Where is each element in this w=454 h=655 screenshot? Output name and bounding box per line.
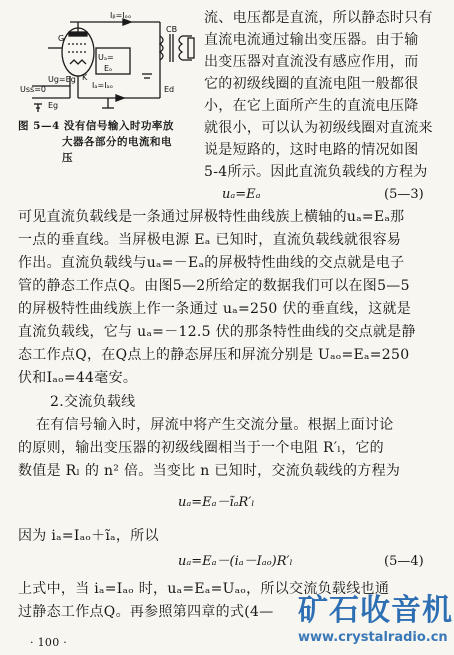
label-eg: Eg [48, 101, 59, 110]
label-ib: Iᵦ=Iₒₒ [110, 11, 132, 20]
label-ugk: Ug=Eg [48, 75, 76, 84]
text-line: 说是短路的，这时电路的情况如图 [204, 142, 419, 158]
equation-ac-load: uₐ=Eₐ－ĩₐR′ₗ [178, 495, 255, 510]
load-resistor [188, 38, 194, 58]
page-number: · 100 · [30, 636, 68, 649]
equation-number: (5—4) [384, 554, 424, 569]
text-line: 因为 iₐ=Iₐₒ＋ĩₐ，所以 [18, 528, 159, 544]
equation-number: (5—3) [384, 187, 424, 202]
text-line: 一点的垂直线。当屏极电源 Eₐ 已知时，直流负载线就很容易 [18, 232, 402, 248]
text-line: 管的静态工作点Q。由图5—2所给定的数据我们可以在图5—5 [18, 278, 410, 294]
text-line: 小，在它上面所产生的直流电压降 [204, 98, 419, 114]
text-line: 直流电流通过输出变压器。由于输 [204, 32, 419, 48]
label-k: K [82, 73, 88, 82]
text-line: 态工作点Q，在Q点上的静态屏压和屏流分别是 Uₐₒ=Eₐ=250 [18, 347, 410, 363]
text-line: 的屏极特性曲线族上作一条通过 uₐ=250 伏的垂直线，这就是 [18, 301, 412, 317]
text-line: 数值是 Rₗ 的 n² 倍。当变比 n 已知时，交流负载线的方程为 [18, 463, 401, 479]
equation-5-3: uₐ=Eₐ [222, 187, 261, 202]
label-g: G [58, 34, 65, 43]
section-heading: 2.交流负载线 [50, 394, 136, 410]
figure-caption-line-3: 压 [62, 152, 73, 164]
watermark-title: 矿石收音机 [298, 593, 453, 628]
text-line: 出变压器对直流没有感应作用，而 [204, 54, 419, 70]
label-eo: Eₒ [104, 64, 113, 73]
text-line: 在有信号输入时，屏流中将产生交流分量。根据上面讨论 [36, 417, 394, 433]
label-uc: Uₐ= [98, 53, 114, 62]
text-line: 它的初级线圈的直流电阻一般都很 [204, 76, 419, 92]
figure-caption-line-2: 大器各部分的电流和电 [62, 136, 172, 148]
text-line: 的原则，输出变压器的初级线圈相当于一个电阻 R′ₗ，它的 [18, 440, 384, 456]
text-line: 5-4所示。因此直流负载线的方程为 [204, 164, 428, 180]
text-line: 上式中，当 iₐ=Iₐₒ 时，uₐ=Eₐ=Uₐₒ，所以交流负载线也通 [18, 581, 390, 597]
text-line: 伏和Iₐₒ=44毫安。 [18, 370, 138, 386]
watermark-url: www.crystalradio.cn [298, 630, 448, 645]
equation-5-4: uₐ=Eₐ－(iₐ－Iₐₒ)R′ₗ [178, 554, 293, 569]
text-line: 流、电压都是直流，所以静态时只有 [204, 10, 433, 26]
label-cb: CB [166, 25, 178, 34]
text-line: 可见直流负载线是一条通过屏极特性曲线族上横轴的uₐ=Eₐ那 [18, 209, 405, 225]
text-line: 作出。直流负载线与uₐ=－Eₐ的屏极特性曲线的交点就是电子 [18, 255, 405, 271]
text-line: 直流负载线，它与 uₐ=－12.5 伏的那条特性曲线的交点就是静 [18, 324, 416, 340]
label-ia: Iₐ=Iₐₒ [92, 81, 113, 90]
text-line: 过静态工作点Q。再参照第四章的式(4— [18, 604, 274, 620]
label-usb: Uss=0 [20, 85, 46, 94]
circuit-diagram [18, 8, 198, 116]
tube-plate [69, 32, 87, 36]
transformer-secondary [179, 36, 182, 60]
label-ed: Ed [164, 85, 175, 94]
figure-caption-line-1: 图 5—4 没有信号输入时功率放 [18, 120, 174, 132]
text-line: 就很小，可以认为初级线圈对直流来 [204, 120, 433, 136]
tube-cathode [70, 60, 86, 64]
